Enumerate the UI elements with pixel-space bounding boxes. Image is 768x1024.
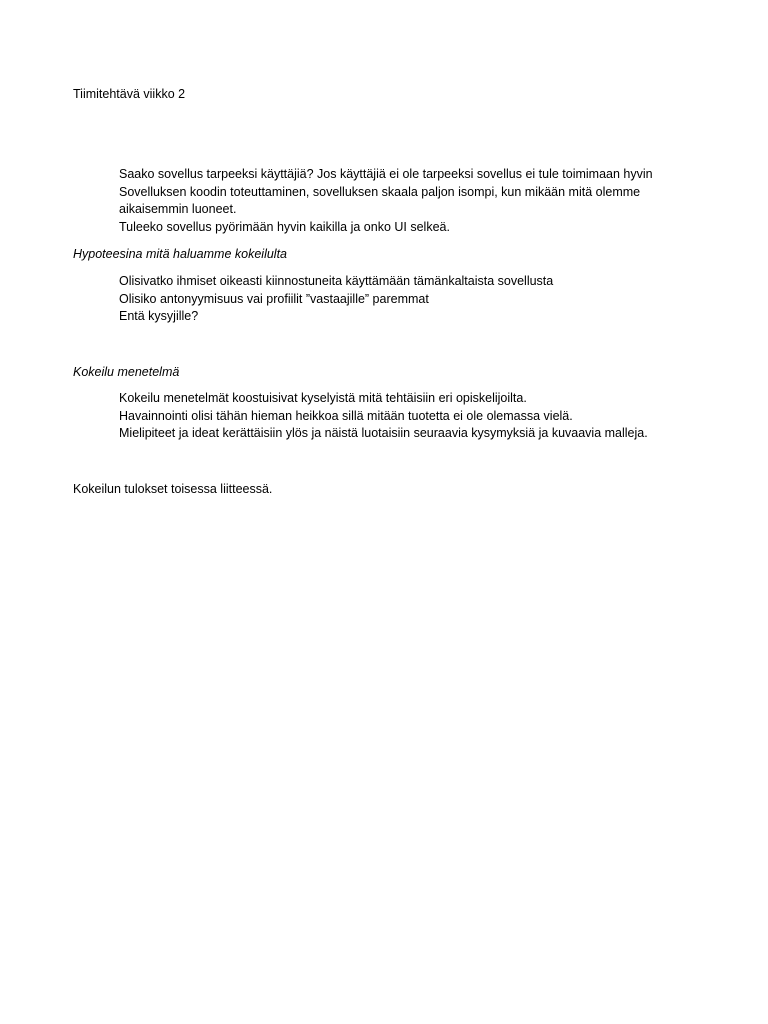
- hypothesis-line: Olisivatko ihmiset oikeasti kiinnostuneita käyttämään tämänkaltaista sovellusta: [119, 274, 554, 288]
- results-note: Kokeilun tulokset toisessa liitteessä.: [73, 482, 273, 496]
- method-list: [119, 390, 648, 443]
- method-heading: Kokeilu menetelmä: [73, 365, 180, 379]
- hypothesis-heading: Hypoteesina mitä haluamme kokeilulta: [73, 247, 287, 261]
- method-line: Mielipiteet ja ideat kerättäisiin ylös ja näistä luotaisiin seuraavia kysymyksiä ja kuvaavia malleja.: [119, 426, 648, 441]
- intro-line: aikaisemmin luoneet.: [119, 202, 237, 217]
- method-line: Havainnointi olisi tähän hieman heikkoa sillä mitään tuotetta ei ole olemassa vielä.: [119, 408, 573, 423]
- intro-line: Saako sovellus tarpeeksi käyttäjiä? Jos käyttäjiä ei ole tarpeeksi sovellus ei tule toimimaan hyvin: [119, 167, 653, 181]
- document-title: Tiimitehtävä viikko 2: [73, 87, 186, 101]
- intro-list: [119, 166, 653, 236]
- intro-line: Sovelluksen koodin toteuttaminen, sovelluksen skaala paljon isompi, kun mikään mitä olemme: [119, 184, 641, 199]
- intro-line: Tuleeko sovellus pyörimään hyvin kaikilla ja onko UI selkeä.: [119, 219, 450, 234]
- hypothesis-line: Entä kysyjille?: [119, 309, 199, 324]
- method-line: Kokeilu menetelmät koostuisivat kyselyistä mitä tehtäisiin eri opiskelijoilta.: [119, 391, 527, 405]
- hypothesis-list: [119, 273, 553, 326]
- hypothesis-line: Olisiko antonyymisuus vai profiilit ”vastaajille” paremmat: [119, 291, 429, 306]
